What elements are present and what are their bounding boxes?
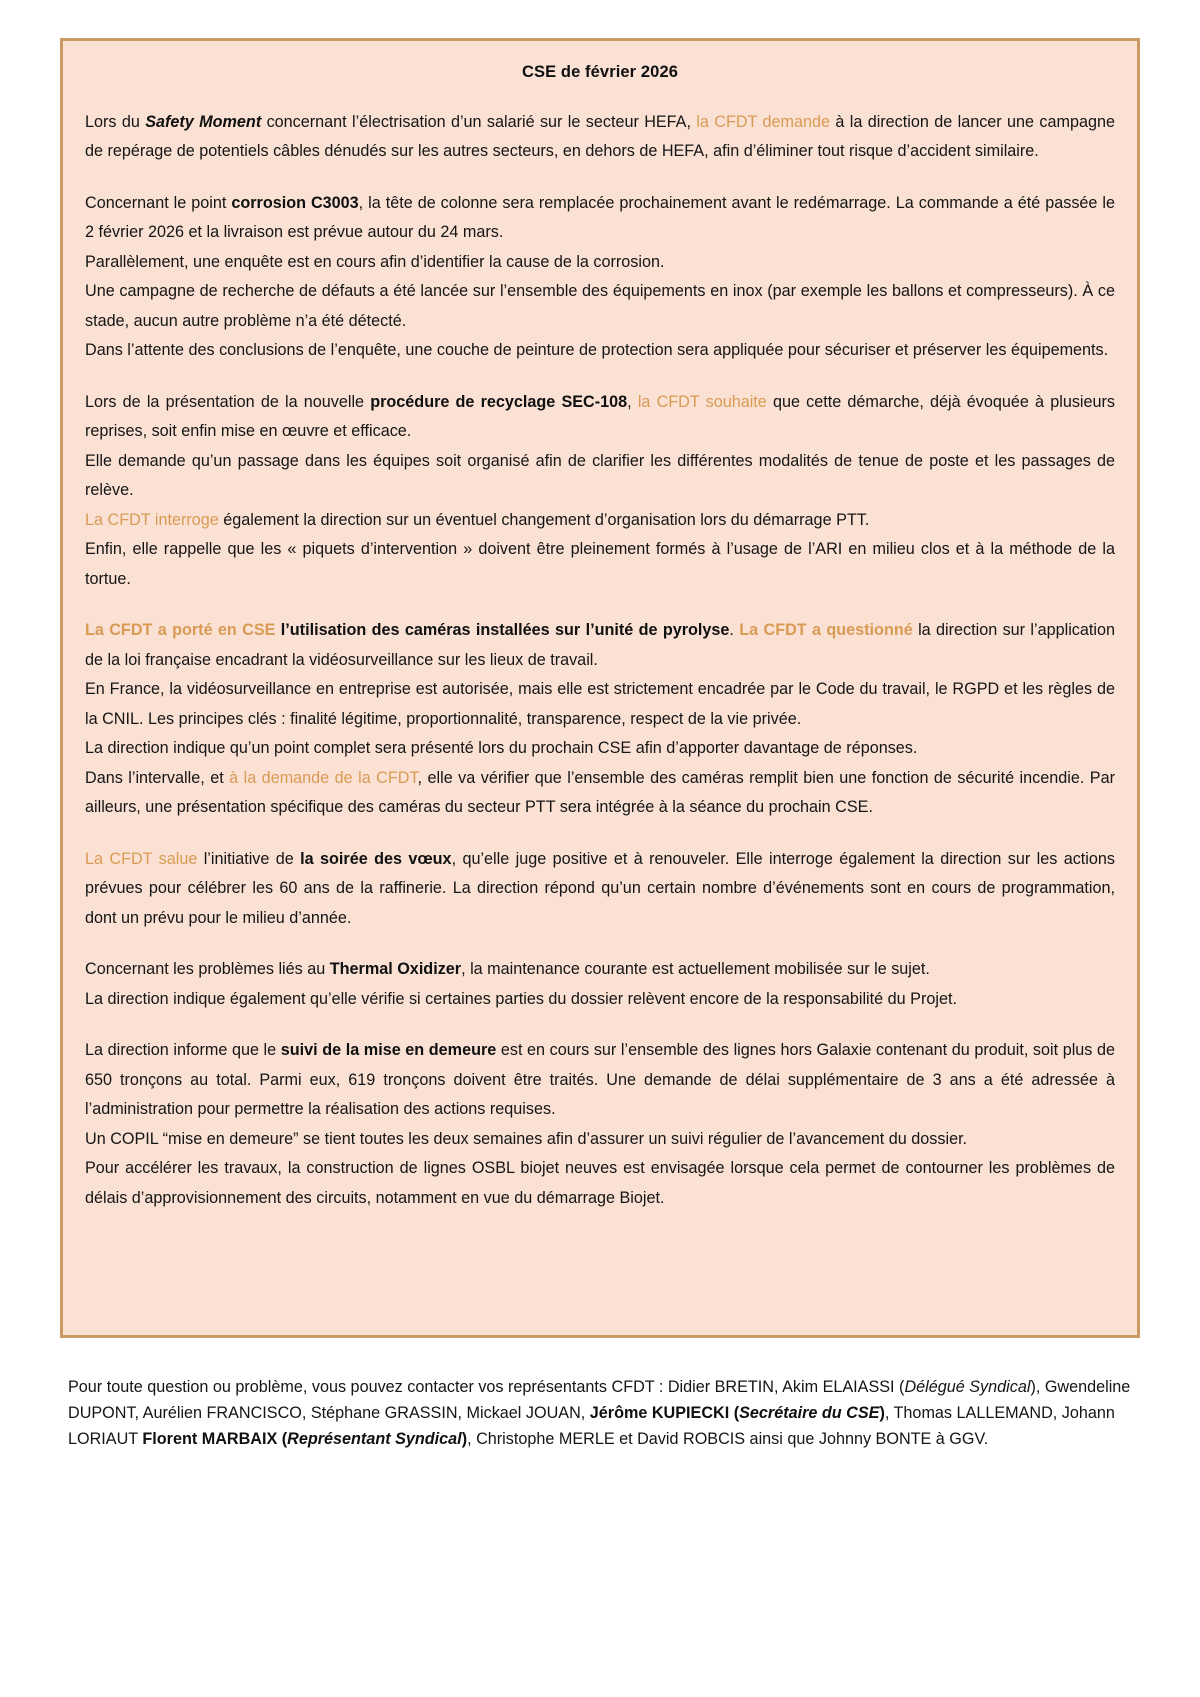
accent-cfdt-a-porte-en-cse: La CFDT a porté en CSE (85, 621, 276, 640)
role-representant-syndical: Représentant Syndical (287, 1430, 462, 1449)
paragraph-mise-en-demeure (85, 1036, 1115, 1213)
rep-jerome-kupiecki: Jérôme KUPIECKI ( (589, 1404, 740, 1423)
text-segment: est en cours sur l’ensemble des lignes hors Galaxie contenant du produit, soit plus de 650 tronçons au total. Parmi eux, 619 tronçons doivent être traités. Une demande de délai supplémentaire de 3 ans a été adressée à l’administration pour permettre la réalisation des actions requises. (85, 1041, 1115, 1119)
text-segment: Concernant le point (85, 193, 232, 212)
rep-florent-marbaix: Florent MARBAIX ( (142, 1430, 288, 1449)
text-segment: La direction informe que le (85, 1041, 281, 1060)
paragraph-recyclage (85, 388, 1115, 594)
corrosion-line-2: Parallèlement, une enquête est en cours afin d’identifier la cause de la corrosion. (85, 252, 665, 271)
text-segment: Dans l’intervalle, et (85, 768, 230, 787)
voeux-term: la soirée des vœux (300, 849, 452, 868)
text-segment: , la tête de colonne sera remplacée prochainement avant le redémarrage. La commande a été passée le 2 février 2026 et la livraison est prévue autour du 24 mars. (85, 193, 1116, 242)
text-segment: , elle va vérifier que l’ensemble des caméras remplit bien une fonction de sécurité incendie. Par ailleurs, une présentation spécifique des caméras du secteur PTT sera intégrée à la séance du prochain CSE. (85, 768, 1115, 817)
paragraph-safety-moment (85, 108, 1115, 167)
paren-close-1: ) (879, 1404, 885, 1423)
safety-moment-term: Safety Moment (145, 113, 262, 131)
text-segment: ), Gwendeline DUPONT, Aurélien FRANCISCO, Stéphane GRASSIN, Mickael JOUAN, (68, 1378, 1131, 1423)
accent-cfdt-souhaite: la CFDT souhaite (637, 392, 767, 411)
recyclage-line-2: Elle demande qu’un passage dans les équipes soit organisé afin de clarifier les différentes modalités de tenue de poste et les passages de relève. (85, 451, 1115, 500)
text-segment: , (627, 392, 638, 411)
page-title: CSE de février 2026 (522, 63, 678, 81)
cameras-line-1 (85, 616, 1115, 675)
paragraph-corrosion (85, 189, 1115, 366)
mise-en-demeure-term: suivi de la mise en demeure (280, 1041, 497, 1060)
mise-en-demeure-line-3: Pour accélérer les travaux, la construction de lignes OSBL biojet neuves est envisagée lorsque cela permet de contourner les problèmes de délais d’approvisionnement des circuits, notamment en vue du démarrage Biojet. (85, 1159, 1115, 1207)
text-segment: l’initiative de (197, 849, 301, 868)
paragraph-voeux (85, 845, 1115, 933)
recyclage-term: procédure de recyclage SEC-108 (370, 392, 628, 411)
recyclage-line-4: Enfin, elle rappelle que les « piquets d’intervention » doivent être pleinement formés à l’usage de l’ARI en milieu clos et à la méthode de la tortue. (85, 540, 1115, 588)
notice-box (60, 38, 1140, 1338)
recyclage-line-3 (85, 506, 1115, 535)
cameras-line-3: La direction indique qu’un point complet sera présenté lors du prochain CSE afin d’apporter davantage de réponses. (85, 739, 918, 758)
accent-cfdt-interroge: La CFDT interroge (85, 510, 219, 529)
text-segment: , la maintenance courante est actuellement mobilisée sur le sujet. (461, 960, 930, 979)
text-segment: Lors du (85, 113, 146, 131)
mise-en-demeure-line-1 (85, 1036, 1115, 1124)
corrosion-line-1 (85, 189, 1115, 248)
role-delegue-syndical: Délégué Syndical (904, 1378, 1031, 1396)
text-segment: concernant l’électrisation d’un salarié sur le secteur HEFA, (261, 113, 697, 131)
paragraph-thermal-oxidizer (85, 955, 1115, 1014)
accent-cfdt-demande: la CFDT demande (696, 113, 831, 131)
accent-cfdt-a-questionne: La CFDT a questionné (739, 621, 913, 640)
cameras-line-2: En France, la vidéosurveillance en entreprise est autorisée, mais elle est strictement encadrée par le Code du travail, le RGPD et les règles de la CNIL. Les principes clés : finalité légitime, proportionnalité, transparence, respect de la vie privée. (85, 680, 1115, 728)
thermal-line-1 (85, 955, 1115, 984)
recyclage-line-1 (85, 388, 1115, 447)
accent-demande-de-la-cfdt: à la demande de la CFDT (229, 768, 418, 787)
accent-cfdt-salue: La CFDT salue (85, 849, 198, 868)
cameras-line-4 (85, 764, 1115, 823)
corrosion-term: corrosion C3003 (231, 193, 359, 212)
text-segment: , Christophe MERLE et David ROBCIS ainsi que Johnny BONTE à GGV. (467, 1430, 989, 1449)
text-segment: la direction sur l’application de la loi française encadrant la vidéosurveillance sur les lieux de travail. (85, 621, 1116, 669)
corrosion-line-3: Une campagne de recherche de défauts a été lancée sur l’ensemble des équipements en inox (par exemple les ballons et compresseurs). À ce stade, aucun autre problème n’a été détecté. (85, 282, 1115, 330)
text-segment: Concernant les problèmes liés au (85, 960, 330, 979)
text-segment: Lors de la présentation de la nouvelle (85, 392, 371, 411)
cameras-term: l’utilisation des caméras installées sur l’unité de pyrolyse (275, 621, 730, 640)
mise-en-demeure-line-2: Un COPIL “mise en demeure” se tient toutes les deux semaines afin d’assurer un suivi régulier de l’avancement du dossier. (85, 1129, 968, 1148)
thermal-line-2: La direction indique également qu’elle vérifie si certaines parties du dossier relèvent encore de la responsabilité du Projet. (85, 989, 957, 1008)
text-segment: . (729, 621, 740, 640)
text-segment: , qu’elle juge positive et à renouveler. Elle interroge également la direction sur les actions prévues pour célébrer les 60 ans de la raffinerie. La direction répond qu’un certain nombre d’événements sont en cours de programmation, dont un prévu pour le milieu d’année. (85, 849, 1115, 927)
text-segment: à la direction de lancer une campagne de repérage de potentiels câbles dénudés sur les autres secteurs, en dehors de HEFA, afin d’éliminer tout risque d’accident similaire. (85, 113, 1115, 161)
text-segment: , Thomas LALLEMAND, Johann LORIAUT (68, 1404, 1115, 1449)
text-segment: Pour toute question ou problème, vous pouvez contacter vos représentants CFDT : Didier BRETIN, Akim ELAIASSI ( (68, 1378, 905, 1396)
thermal-oxidizer-term: Thermal Oxidizer (329, 960, 462, 979)
text-segment: également la direction sur un éventuel changement d’organisation lors du démarrage PTT. (218, 510, 870, 529)
text-segment: que cette démarche, déjà évoquée à plusieurs reprises, soit enfin mise en œuvre et efficace. (85, 392, 1115, 441)
paragraph-cameras (85, 616, 1115, 822)
paren-close-2: ) (461, 1430, 468, 1449)
contact-footer (60, 1374, 1140, 1453)
role-secretaire-cse: Secrétaire du CSE (739, 1404, 880, 1423)
corrosion-line-4: Dans l’attente des conclusions de l’enquête, une couche de peinture de protection sera appliquée pour sécuriser et préserver les équipements. (85, 341, 1109, 360)
